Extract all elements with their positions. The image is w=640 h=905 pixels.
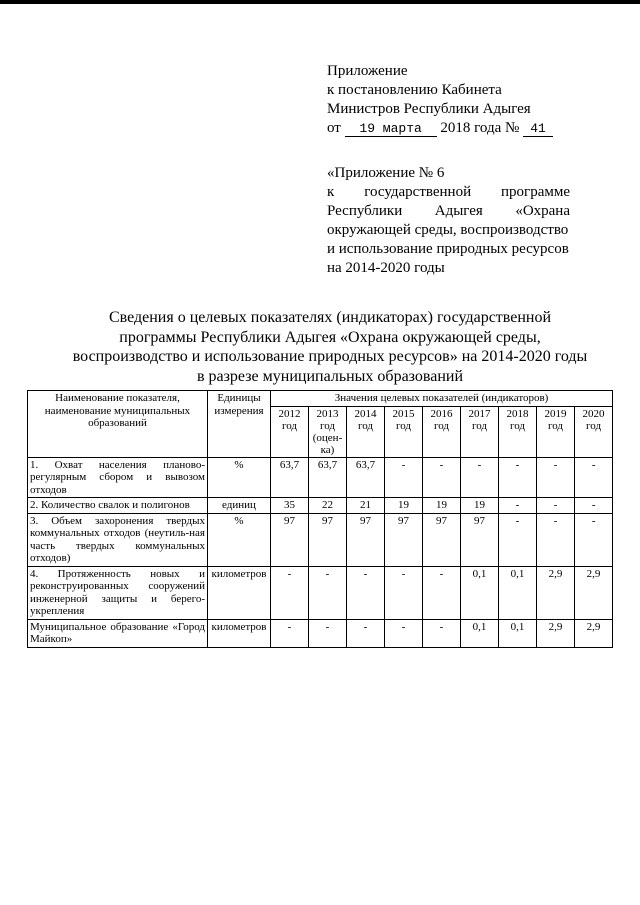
value-cell: 35 <box>271 498 309 514</box>
value-cell: - <box>347 566 385 619</box>
value-cell: - <box>499 498 537 514</box>
value-cell: - <box>347 619 385 647</box>
year-2015: 2015 год <box>385 406 423 457</box>
page-top-border <box>0 0 640 4</box>
value-cell: 0,1 <box>499 566 537 619</box>
value-cell: - <box>271 619 309 647</box>
program-appendix-line-3: Республики Адыгея «Охрана <box>327 203 570 219</box>
resolution-date: 19 марта <box>345 121 437 137</box>
indicator-unit: километров <box>208 566 271 619</box>
table-row <box>28 619 613 647</box>
year-2013: 2013 год (оцен-ка) <box>309 406 347 457</box>
value-cell: - <box>423 619 461 647</box>
value-cell: - <box>537 498 575 514</box>
indicator-unit: километров <box>208 619 271 647</box>
year-2016: 2016 год <box>423 406 461 457</box>
appendix-line-3: Министров Республики Адыгея <box>327 101 531 117</box>
program-appendix-header: «Приложение № 6 к государственной программе Республики Адыгея «Охрана окружающей среды, воспроизводство и использование природных ресурсов на 2014-2020 годы <box>327 165 570 276</box>
value-cell: 63,7 <box>347 457 385 498</box>
table-row <box>28 513 613 566</box>
value-cell: 0,1 <box>499 619 537 647</box>
value-cell: - <box>537 457 575 498</box>
year-2014: 2014 год <box>347 406 385 457</box>
indicator-name: 3. Объем захоронения твердых коммунальных отходов (неутиль-ная часть твердых коммунальных отходов) <box>28 513 208 566</box>
table-row <box>28 498 613 514</box>
value-cell: 97 <box>347 513 385 566</box>
value-cell: - <box>385 619 423 647</box>
header-unit: Единицы измерения <box>208 391 271 458</box>
value-cell: 19 <box>461 498 499 514</box>
indicator-unit: % <box>208 457 271 498</box>
appendix-line-2: к постановлению Кабинета <box>327 82 502 98</box>
value-cell: - <box>575 457 613 498</box>
header-row <box>28 391 613 407</box>
value-cell: 2,9 <box>575 619 613 647</box>
value-cell: 63,7 <box>309 457 347 498</box>
value-cell: 19 <box>423 498 461 514</box>
year-2017: 2017 год <box>461 406 499 457</box>
indicator-unit: единиц <box>208 498 271 514</box>
value-cell: - <box>461 457 499 498</box>
value-cell: 97 <box>309 513 347 566</box>
value-cell: 0,1 <box>461 566 499 619</box>
indicator-name: 4. Протяженность новых и реконструированных сооружений инженерной защиты и берего-укрепления <box>28 566 208 619</box>
value-cell: 2,9 <box>575 566 613 619</box>
value-cell: 97 <box>423 513 461 566</box>
value-cell: - <box>537 513 575 566</box>
value-cell: - <box>423 566 461 619</box>
header-values: Значения целевых показателей (индикаторов) <box>271 391 613 407</box>
appendix-header <box>327 62 570 138</box>
year-2012: 2012 год <box>271 406 309 457</box>
resolution-number: 41 <box>523 121 553 137</box>
indicator-name: 1. Охват населения планово-регулярным сбором и вывозом отходов <box>28 457 208 498</box>
value-cell: - <box>499 457 537 498</box>
value-cell: - <box>575 498 613 514</box>
value-cell: 19 <box>385 498 423 514</box>
document-title: Сведения о целевых показателях (индикаторах) государственной программы Республики Адыгея «Охрана окружающей среды, воспроизводство и использование природных ресурсов» на 2014-2020 годы в разрезе муниципальных образований <box>72 309 588 385</box>
value-cell: - <box>499 513 537 566</box>
year-2019: 2019 год <box>537 406 575 457</box>
year-2018: 2018 год <box>499 406 537 457</box>
indicators-table <box>27 390 613 648</box>
value-cell: - <box>309 619 347 647</box>
header-name: Наименование показателя, наименование муниципальных образований <box>28 391 208 458</box>
value-cell: 63,7 <box>271 457 309 498</box>
value-cell: - <box>309 566 347 619</box>
value-cell: 97 <box>271 513 309 566</box>
value-cell: 2,9 <box>537 566 575 619</box>
value-cell: 21 <box>347 498 385 514</box>
value-cell: - <box>575 513 613 566</box>
value-cell: - <box>385 457 423 498</box>
table-row <box>28 457 613 498</box>
value-cell: 97 <box>385 513 423 566</box>
value-cell: 22 <box>309 498 347 514</box>
value-cell: - <box>385 566 423 619</box>
value-cell: - <box>271 566 309 619</box>
indicator-name: 2. Количество свалок и полигонов <box>28 498 208 514</box>
indicator-name: Муниципальное образование «Город Майкоп» <box>28 619 208 647</box>
appendix-date-line: от 19 марта 2018 года № 41 <box>327 119 570 138</box>
appendix-title: Приложение <box>327 63 408 79</box>
value-cell: 2,9 <box>537 619 575 647</box>
value-cell: - <box>423 457 461 498</box>
indicator-unit: % <box>208 513 271 566</box>
program-appendix-line-2: к государственной программе <box>327 184 570 200</box>
table-row <box>28 566 613 619</box>
value-cell: 97 <box>461 513 499 566</box>
year-2020: 2020 год <box>575 406 613 457</box>
value-cell: 0,1 <box>461 619 499 647</box>
